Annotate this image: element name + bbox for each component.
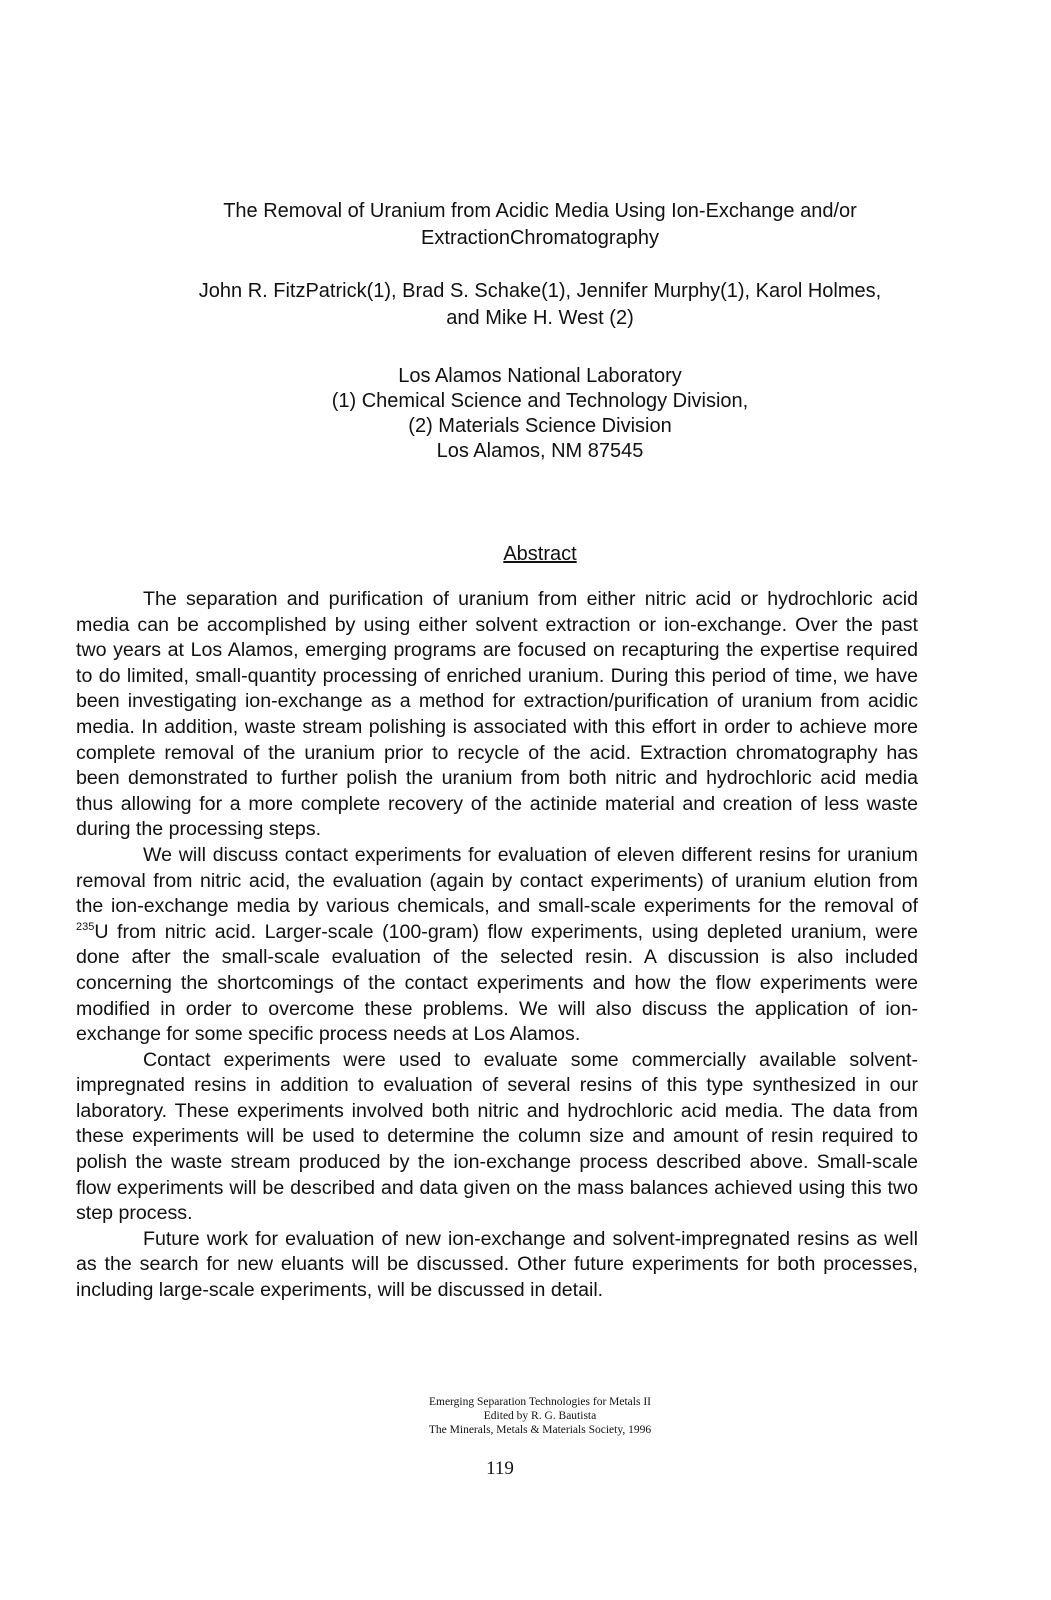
author-list	[130, 278, 950, 332]
abstract-heading	[130, 541, 950, 568]
abstract-paragraph-4: Future work for evaluation of new ion-exchange and solvent-impregnated resins as well as the search for new eluants will be discussed. Other future experiments for both processes, including large-scale experiments, will be discussed in detail.	[76, 1227, 918, 1302]
affiliation-address: Los Alamos, NM 87545	[436, 440, 644, 462]
affiliation-institution: Los Alamos National Laboratory	[398, 365, 682, 387]
paper-title	[130, 198, 950, 252]
affiliation-division-2: (2) Materials Science Division	[408, 415, 672, 437]
paragraph-2-text-after: U from nitric acid. Larger-scale (100-gram) flow experiments, using depleted uranium, were done after the small-scale evaluation of the selected resin. A discussion is also included concerning the shortcomings of the contact experiments and how the flow experiments were modified in order to overcome these problems. We will also discuss the application of ion-exchange for some specific process needs at Los Alamos.	[76, 920, 918, 1046]
publication-credit-line-1: Emerging Separation Technologies for Metals II	[428, 1396, 651, 1408]
abstract-paragraph-3: Contact experiments were used to evaluate some commercially available solvent-impregnated resins in addition to evaluation of several resins of this type synthesized in our laboratory. These experiments involved both nitric and hydrochloric acid media. The data from these experiments will be used to determine the column size and amount of resin required to polish the waste stream produced by the ion-exchange process described above. Small-scale flow experiments will be described and data given on the mass balances achieved using this two step process.	[76, 1048, 918, 1225]
publication-credit-line-2: Edited by R. G. Bautista	[483, 1410, 597, 1422]
abstract-body	[76, 587, 918, 1304]
abstract-heading-text: Abstract	[503, 543, 577, 565]
publication-credit	[330, 1395, 750, 1437]
isotope-mass-superscript: 235	[76, 920, 95, 933]
paper-title-line-1: The Removal of Uranium from Acidic Media Using Ion-Exchange and/or	[223, 200, 857, 222]
author-line-2: and Mike H. West (2)	[446, 307, 634, 329]
page-number: 119	[486, 1458, 514, 1479]
paragraph-2-text-before: We will discuss contact experiments for evaluation of eleven different resins for uranium removal from nitric acid, the evaluation (again by contact experiments) of uranium elution from the ion-exchange media by various chemicals, and small-scale experiments for the removal of	[76, 843, 918, 918]
affiliation-division-1: (1) Chemical Science and Technology Division,	[331, 390, 749, 412]
affiliation-block	[130, 364, 950, 464]
paper-title-line-2: ExtractionChromatography	[421, 227, 659, 249]
publication-credit-line-3: The Minerals, Metals & Materials Society, 1996	[428, 1424, 652, 1436]
abstract-paragraph-2	[76, 843, 918, 1048]
author-line-1: John R. FitzPatrick(1), Brad S. Schake(1), Jennifer Murphy(1), Karol Holmes,	[198, 280, 882, 302]
abstract-paragraph-1: The separation and purification of uranium from either nitric acid or hydrochloric acid media can be accomplished by using either solvent extraction or ion-exchange. Over the past two years at Los Alamos, emerging programs are focused on recapturing the expertise required to do limited, small-quantity processing of enriched uranium. During this period of time, we have been investigating ion-exchange as a method for extraction/purification of uranium from acidic media. In addition, waste stream polishing is associated with this effort in order to achieve more complete removal of the uranium prior to recycle of the acid. Extraction chromatography has been demonstrated to further polish the uranium from both nitric and hydrochloric acid media thus allowing for a more complete recovery of the actinide material and creation of less waste during the processing steps.	[76, 588, 918, 841]
